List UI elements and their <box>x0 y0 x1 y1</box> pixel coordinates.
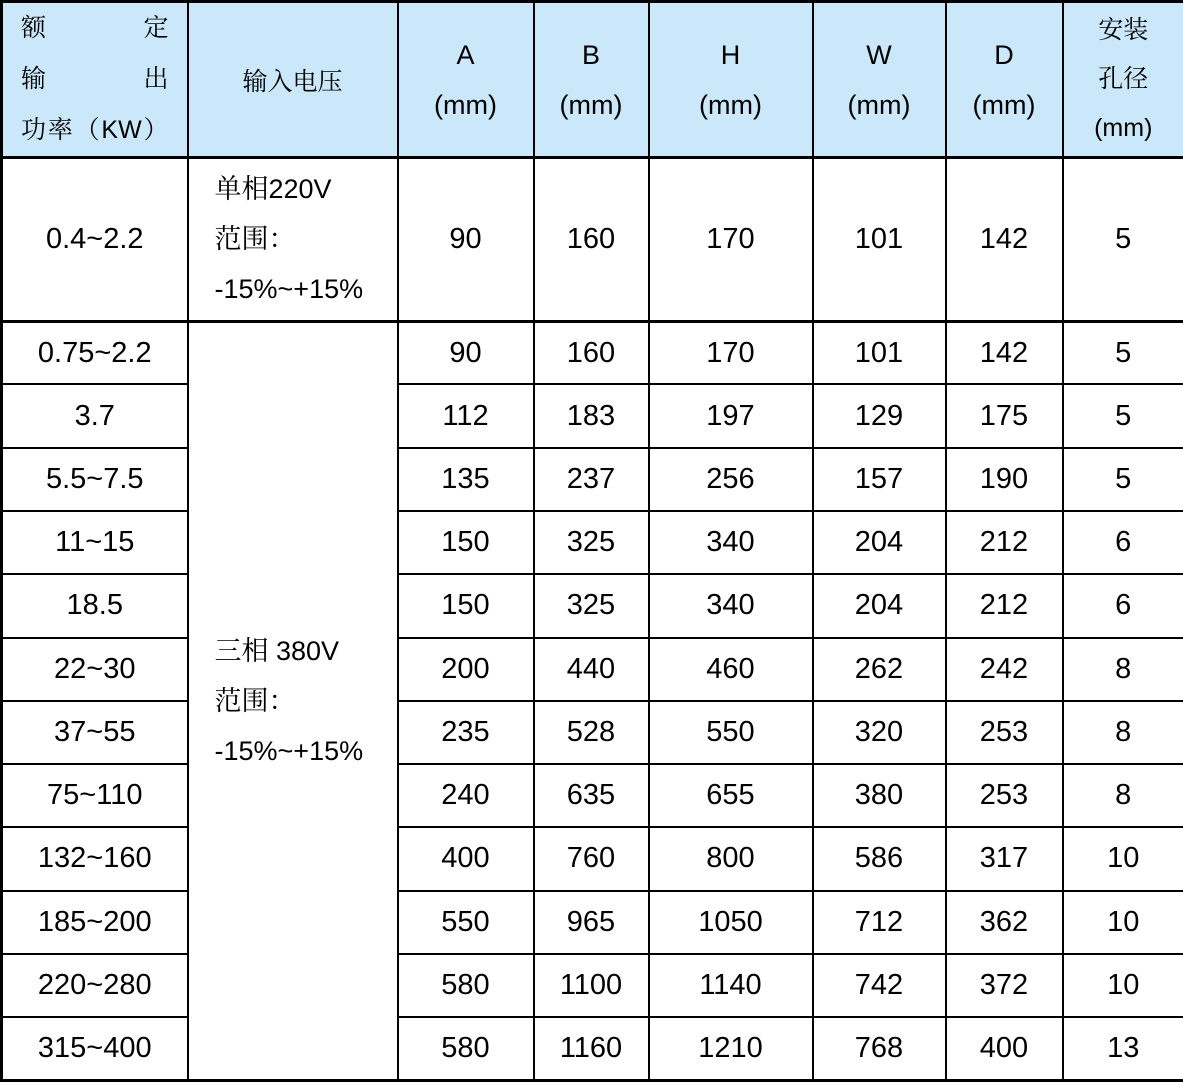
power-range-cell: 0.75~2.2 <box>2 321 188 384</box>
dimension-value-cell: 160 <box>534 321 649 384</box>
power-range-cell: 132~160 <box>2 827 188 890</box>
table-row <box>2 638 1183 701</box>
power-range-cell: 220~280 <box>2 954 188 1017</box>
dimension-value-cell: 157 <box>813 448 946 511</box>
dimension-value-cell: 253 <box>946 701 1063 764</box>
dimension-value-cell: 1210 <box>649 1017 813 1080</box>
table-row <box>2 321 1183 384</box>
dimension-value-cell: 235 <box>398 701 534 764</box>
dim-label: D <box>994 39 1014 70</box>
voltage-line: -15%~+15% <box>214 735 364 766</box>
dimension-value-cell: 550 <box>649 701 813 764</box>
dimension-value-cell: 183 <box>534 384 649 447</box>
power-range-cell: 3.7 <box>2 384 188 447</box>
dimension-value-cell: 800 <box>649 827 813 890</box>
dimension-value-cell: 242 <box>946 638 1063 701</box>
header-dim-b <box>534 2 649 158</box>
dimension-value-cell: 190 <box>946 448 1063 511</box>
dimension-value-cell: 1050 <box>649 891 813 954</box>
dimension-value-cell: 6 <box>1063 574 1183 637</box>
dimension-value-cell: 160 <box>534 158 649 322</box>
dimension-value-cell: 150 <box>398 574 534 637</box>
dimension-value-cell: 212 <box>946 574 1063 637</box>
table-row <box>2 384 1183 447</box>
dimension-value-cell: 262 <box>813 638 946 701</box>
dimension-value-cell: 5 <box>1063 384 1183 447</box>
dimension-value-cell: 400 <box>946 1017 1063 1080</box>
power-range-cell: 0.4~2.2 <box>2 158 188 322</box>
dimension-value-cell: 1140 <box>649 954 813 1017</box>
dimension-value-cell: 112 <box>398 384 534 447</box>
dimension-value-cell: 5 <box>1063 321 1183 384</box>
voltage-line: 单相220V <box>214 174 332 205</box>
table-row <box>2 448 1183 511</box>
header-power-line-2: 输出 <box>21 65 169 93</box>
dimension-value-cell: 440 <box>534 638 649 701</box>
hole-line-3: (mm) <box>1094 114 1153 142</box>
dimension-value-cell: 1160 <box>534 1017 649 1080</box>
dimension-value-cell: 90 <box>398 321 534 384</box>
hole-line-2: 孔径 <box>1098 65 1149 93</box>
dim-unit: (mm) <box>699 89 762 120</box>
dimension-value-cell: 150 <box>398 511 534 574</box>
voltage-line: -15%~+15% <box>214 274 364 305</box>
table-row <box>2 764 1183 827</box>
dimension-value-cell: 325 <box>534 511 649 574</box>
dimension-value-cell: 340 <box>649 511 813 574</box>
power-range-cell: 185~200 <box>2 891 188 954</box>
dimension-value-cell: 10 <box>1063 827 1183 890</box>
power-range-cell: 18.5 <box>2 574 188 637</box>
header-dim-a <box>398 2 534 158</box>
voltage-line: 范围： <box>214 685 296 716</box>
dim-label: W <box>866 39 892 70</box>
header-input-voltage: 输入电压 <box>188 2 398 158</box>
dimension-value-cell: 200 <box>398 638 534 701</box>
hole-line-1: 安装 <box>1098 16 1149 44</box>
dimension-value-cell: 760 <box>534 827 649 890</box>
dimension-value-cell: 5 <box>1063 158 1183 322</box>
dimension-value-cell: 400 <box>398 827 534 890</box>
table-row <box>2 701 1183 764</box>
power-range-cell: 11~15 <box>2 511 188 574</box>
dimension-value-cell: 362 <box>946 891 1063 954</box>
table-row <box>2 827 1183 890</box>
table-row <box>2 954 1183 1017</box>
dimension-value-cell: 101 <box>813 321 946 384</box>
dimension-value-cell: 965 <box>534 891 649 954</box>
dimension-value-cell: 129 <box>813 384 946 447</box>
dimension-value-cell: 135 <box>398 448 534 511</box>
dimension-value-cell: 237 <box>534 448 649 511</box>
dimension-value-cell: 204 <box>813 574 946 637</box>
power-range-cell: 37~55 <box>2 701 188 764</box>
dimension-value-cell: 320 <box>813 701 946 764</box>
dimension-value-cell: 768 <box>813 1017 946 1080</box>
dim-label: B <box>581 39 600 70</box>
header-mount-hole-diameter <box>1063 2 1183 158</box>
dimension-value-cell: 6 <box>1063 511 1183 574</box>
input-voltage-cell <box>188 321 398 1080</box>
dimension-value-cell: 712 <box>813 891 946 954</box>
header-dim-w <box>813 2 946 158</box>
header-dim-h <box>649 2 813 158</box>
header-row <box>2 2 1183 158</box>
table-row <box>2 511 1183 574</box>
dimension-value-cell: 197 <box>649 384 813 447</box>
dimension-value-cell: 635 <box>534 764 649 827</box>
dimension-value-cell: 5 <box>1063 448 1183 511</box>
header-power-line-3: 功率（KW） <box>21 116 169 144</box>
input-voltage-cell <box>188 158 398 322</box>
dimension-value-cell: 528 <box>534 701 649 764</box>
dim-unit: (mm) <box>434 89 497 120</box>
voltage-line: 三相 380V <box>214 635 340 666</box>
table-row <box>2 158 1183 322</box>
dimension-value-cell: 175 <box>946 384 1063 447</box>
dimension-value-cell: 256 <box>649 448 813 511</box>
dimension-value-cell: 655 <box>649 764 813 827</box>
dimension-value-cell: 580 <box>398 1017 534 1080</box>
power-range-cell: 5.5~7.5 <box>2 448 188 511</box>
dimension-value-cell: 212 <box>946 511 1063 574</box>
dimension-value-cell: 101 <box>813 158 946 322</box>
dimension-value-cell: 170 <box>649 158 813 322</box>
power-range-cell: 22~30 <box>2 638 188 701</box>
dim-unit: (mm) <box>559 89 623 120</box>
header-rated-output-power <box>2 2 188 158</box>
dimension-value-cell: 204 <box>813 511 946 574</box>
table-row <box>2 574 1183 637</box>
voltage-line: 范围： <box>214 224 296 255</box>
dimension-value-cell: 8 <box>1063 764 1183 827</box>
dimension-value-cell: 13 <box>1063 1017 1183 1080</box>
dimension-value-cell: 142 <box>946 321 1063 384</box>
header-dim-d <box>946 2 1063 158</box>
dimension-value-cell: 340 <box>649 574 813 637</box>
dimension-value-cell: 550 <box>398 891 534 954</box>
power-range-cell: 315~400 <box>2 1017 188 1080</box>
dimension-value-cell: 380 <box>813 764 946 827</box>
dimension-value-cell: 317 <box>946 827 1063 890</box>
dimension-value-cell: 142 <box>946 158 1063 322</box>
dimension-value-cell: 580 <box>398 954 534 1017</box>
table-row <box>2 891 1183 954</box>
dimension-value-cell: 742 <box>813 954 946 1017</box>
dimension-value-cell: 170 <box>649 321 813 384</box>
dimension-value-cell: 325 <box>534 574 649 637</box>
dimension-value-cell: 253 <box>946 764 1063 827</box>
dimension-value-cell: 10 <box>1063 891 1183 954</box>
dim-unit: (mm) <box>847 89 911 120</box>
dimension-value-cell: 240 <box>398 764 534 827</box>
dimension-value-cell: 10 <box>1063 954 1183 1017</box>
power-range-cell: 75~110 <box>2 764 188 827</box>
dim-label: A <box>456 39 475 70</box>
dimension-value-cell: 460 <box>649 638 813 701</box>
dimension-value-cell: 372 <box>946 954 1063 1017</box>
dimension-value-cell: 90 <box>398 158 534 322</box>
dimension-value-cell: 1100 <box>534 954 649 1017</box>
dimension-value-cell: 8 <box>1063 638 1183 701</box>
dimension-value-cell: 8 <box>1063 701 1183 764</box>
dim-label: H <box>720 39 741 70</box>
dimension-value-cell: 586 <box>813 827 946 890</box>
header-power-line-1: 额定 <box>21 14 169 42</box>
dim-unit: (mm) <box>972 89 1036 120</box>
table-row <box>2 1017 1183 1080</box>
